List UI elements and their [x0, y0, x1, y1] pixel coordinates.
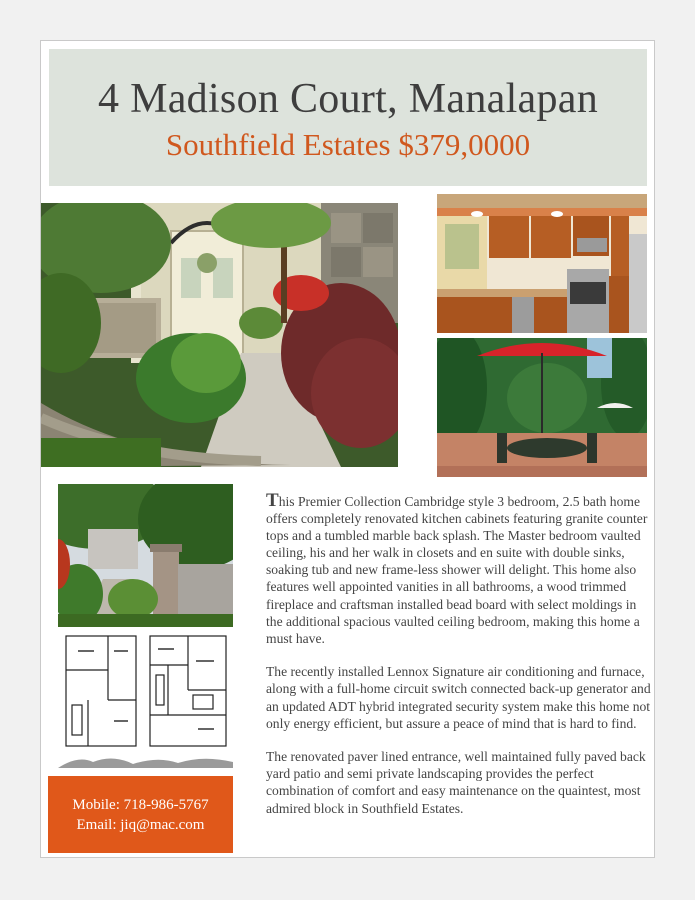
- walkway-photo: [58, 484, 233, 627]
- property-description: [266, 492, 651, 833]
- kitchen-photo: [437, 194, 647, 333]
- patio-photo: [437, 338, 647, 477]
- front-entrance-photo: [41, 203, 398, 467]
- email-address[interactable]: Email: jiq@mac.com: [76, 817, 205, 833]
- subdivision-price-subtitle: Southfield Estates $379,0000: [165, 127, 531, 162]
- header-banner: [49, 49, 647, 186]
- contact-box: [48, 776, 233, 853]
- description-paragraph-2: The recently installed Lennox Signature air conditioning and furnace, along with a full-home circuit switch connected back-up generator and an updated ADT hybrid integrated security system make this home not only energy efficient, but assure a peace of mind that is hard to find.: [266, 664, 651, 731]
- flyer-page: [40, 40, 655, 858]
- drop-cap: T: [266, 490, 279, 511]
- description-paragraph-1-text: his Premier Collection Cambridge style 3 bedroom, 2.5 bath home offers completely renovated kitchen cabinets featuring granite counter tops and a tumbled marble back splash. The Master bedroom vaulted ceiling, his and her walk in closets and en suite with double sinks, soaking tub and new frame-less shower will delight. This home also features well appointed vanities in all bathrooms, a wood trimmed fireplace and craftsman installed bead board with select moldings in the additional spacious vaulted ceiling bedroom, making this home a must have.: [266, 494, 648, 646]
- mobile-number[interactable]: Mobile: 718-986-5767: [72, 797, 209, 813]
- description-paragraph-3: The renovated paver lined entrance, well maintained fully paved back yard patio and semi private landscaping provides the perfect combination of comfort and easy maintenance on the quaintest, most admired block in Southfield Estates.: [266, 749, 646, 816]
- property-address-title: 4 Madison Court, Manalapan: [97, 76, 599, 122]
- description-paragraph-1: [266, 492, 651, 647]
- floor-plan-drawing: [58, 630, 233, 768]
